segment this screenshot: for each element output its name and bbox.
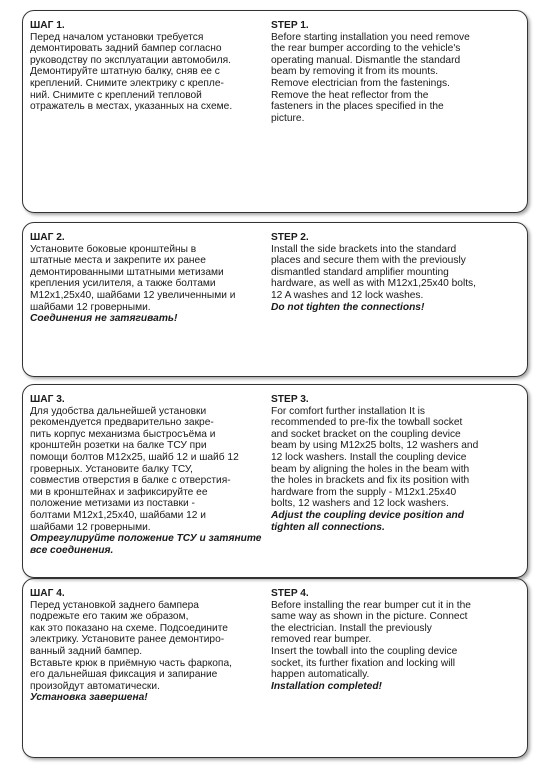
step-2-en-text: Install the side brackets into the standard places and secure them with the previously dismantled standard amplifier mounting hardware, as well as with M12x1,25x40 bolts, 12 A washes and 12 lock washes. [271, 243, 476, 301]
step-1-russian-column [30, 20, 268, 113]
step-3-en-title: STEP 3. [271, 394, 309, 405]
step-2-en-title: STEP 2. [271, 232, 309, 243]
step-2-panel [22, 222, 528, 377]
step-2-english-column [271, 232, 523, 313]
step-2-ru-text: Установите боковые кронштейны в штатные места и закрепите их ранее демонтированными штатными метизами крепления усилителя, а также болтами М12х1,25х40, шайбами 12 увеличенными и шайбами 12 гроверными. [30, 243, 236, 313]
step-1-ru-title: ШАГ 1. [30, 20, 65, 31]
step-3-ru-text: Для удобства дальнейшей установки рекомендуется предварительно закре- пить корпус механизма быстросъёма и кронштейн розетки на балке ТСУ при помощи болтов М12х25, шайб 12 и шайб 12 гроверных. Установите балку ТСУ, совместив отверстия в балке с отверстия- ми в кронштейнах и зафиксируйте ее положение метизами из поставки - болтами М12х1,25х40, шайбами 12 и шайбами 12 гроверными. [30, 405, 239, 533]
step-1-en-text: Before starting installation you need remove the rear bumper according to the vehicle's operating manual. Dismantle the standard beam by removing it from its mounts. Remove electrician from the fastenings. Remove the heat reflector from the fasteners in the places specified in the picture. [271, 31, 470, 124]
step-1-en-title: STEP 1. [271, 20, 309, 31]
step-3-en-text: For comfort further installation It is recommended to pre-fix the towball socket and socket bracket on the coupling device beam by using M12x25 bolts, 12 washers and 12 lock washers. Install the coupling device beam by aligning the holes in the beam with the holes in brackets and fix its position with hardware from the supply - M12x1.25x40 bolts, 12 washers and 12 lock washers. [271, 405, 479, 510]
step-3-panel [22, 384, 528, 578]
step-4-ru-emphasis: Установка завершена! [30, 692, 148, 704]
step-1-ru-text: Перед началом установки требуется демонтировать задний бампер согласно руководству по эксплуатации автомобиля. Демонтируйте штатную балку, сняв ее с креплений. Снимите электрику с крепле- ний. Снимите с креплений тепловой отражатель в местах, указанных на схеме. [30, 31, 233, 113]
step-2-ru-title: ШАГ 2. [30, 232, 65, 243]
step-4-panel [22, 578, 528, 758]
step-4-en-title: STEP 4. [271, 588, 309, 599]
step-4-english-column [271, 588, 523, 692]
step-3-english-column [271, 394, 523, 533]
step-1-panel [22, 10, 528, 213]
step-3-ru-emphasis: Отрегулируйте положение ТСУ и затяните все соединения. [30, 533, 262, 556]
step-4-russian-column [30, 588, 268, 704]
step-4-en-text: Before installing the rear bumper cut it in the same way as shown in the picture. Connect the electrician. Install the previously removed rear bumper. Insert the towball into the coupling device socket, its further fixation and locking will happen automatically. [271, 599, 471, 681]
step-2-ru-emphasis: Соединения не затягивать! [30, 313, 178, 325]
step-3-ru-title: ШАГ 3. [30, 394, 65, 405]
step-4-en-emphasis: Installation completed! [271, 680, 382, 692]
step-3-russian-column [30, 394, 268, 556]
step-4-ru-title: ШАГ 4. [30, 588, 65, 599]
step-2-russian-column [30, 232, 268, 325]
step-3-en-emphasis: Adjust the coupling device position and tighten all connections. [271, 509, 465, 533]
step-4-ru-text: Перед установкой заднего бампера подрежьте его таким же образом, как это показано на схеме. Подсоедините электрику. Установите ранее демонтиро- ванный задний бампер. Вставьте крюк в приёмную часть фаркопа, его дальнейшая фиксация и запирание произойдут автоматически. [30, 599, 232, 692]
step-1-english-column [271, 20, 523, 124]
step-2-en-emphasis: Do not tighten the connections! [271, 301, 425, 313]
